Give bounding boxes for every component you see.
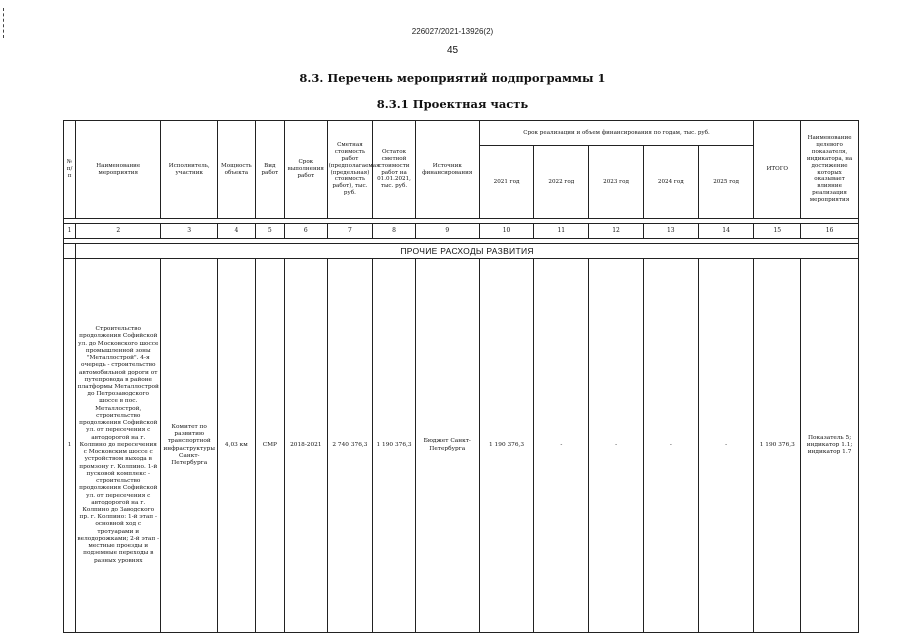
col-header-2022: 2022 год [534,146,589,219]
page-number: 45 [446,45,459,56]
col-header-total: ИТОГО [754,121,801,219]
col-number: 3 [161,224,218,239]
row-name: Строительство продолжения Софийской ул. до Московского шоссе промышленной зоны "Металлострой". 4-я очередь - строительство автомобильной дороги от путепровода в районе платформы Металлострой до Петрозаводского шоссе в пос. Металлострой, строительство продолжения Софийской ул. от пересечения с автодорогой на г. Колпино до пересечения с Московским шоссе с устройством выхода в промзону г. Колпино. 1-й пусковой комплекс - строительство продолжения Софийской ул. от пересечения с автодорогой на г. Колпино до Заводского пр. г. Колпино: 1-й этап - основной ход с тротуарами и велодорожками; 2-й этап - местные проезды и подземные переходы в разных уровнях [76,259,161,633]
section-blank-cell [64,244,76,259]
col-number: 11 [534,224,589,239]
col-number: 7 [327,224,373,239]
row-remaining: 1 190 376,3 [373,259,416,633]
row-indicator: Показатель 5; индикатор 1.1; индикатор 1.7 [801,259,859,633]
col-header-source: Источник финансирования [415,121,479,219]
col-number: 6 [285,224,328,239]
row-2025: - [698,259,754,633]
section-title: 8.3. Перечень мероприятий подпрограммы 1 [299,71,606,85]
measures-table [63,120,859,633]
row-2024: - [643,259,698,633]
row-2023: - [589,259,644,633]
col-header-2024: 2024 год [643,146,698,219]
col-header-period: Срок выполнения работ [285,121,328,219]
row-estimated-cost: 2 740 376,3 [327,259,373,633]
row-source: Бюджет Санкт-Петербурга [415,259,479,633]
col-number: 15 [754,224,801,239]
col-header-executor: Исполнитель, участник [161,121,218,219]
row-executor: Комитет по развитию транспортной инфраструктуры Санкт-Петербурга [161,259,218,633]
col-number: 9 [415,224,479,239]
col-header-name: Наименование мероприятия [76,121,161,219]
col-header-capacity: Мощность объекта [218,121,256,219]
col-header-remaining: Остаток сметной стоимости работ на 01.01.2021, тыс. руб. [373,121,416,219]
col-number: 1 [64,224,76,239]
col-header-2023: 2023 год [589,146,644,219]
col-number: 16 [801,224,859,239]
row-2022: - [534,259,589,633]
col-number: 14 [698,224,754,239]
col-number: 8 [373,224,416,239]
subsection-title: 8.3.1 Проектная часть [376,97,529,111]
col-header-2021: 2021 год [479,146,534,219]
row-period: 2018-2021 [285,259,328,633]
col-number: 2 [76,224,161,239]
col-number: 4 [218,224,256,239]
col-number: 12 [589,224,644,239]
col-number: 10 [479,224,534,239]
row-total: 1 190 376,3 [754,259,801,633]
col-header-funding-group: Срок реализации и объем финансирования по годам, тыс. руб. [479,121,754,146]
table-row [64,259,859,633]
col-header-2025: 2025 год [698,146,754,219]
col-header-indicator: Наименование целевого показателя, индикатора, на достижение которых оказывает влияние реализация мероприятия [801,121,859,219]
document-id: 226027/2021-13926(2) [411,27,494,36]
col-number: 5 [255,224,284,239]
col-number: 13 [643,224,698,239]
row-num: 1 [64,259,76,633]
section-heading: ПРОЧИЕ РАСХОДЫ РАЗВИТИЯ [76,244,859,259]
col-header-num: № п/п [64,121,76,219]
row-work-type: СМР [255,259,284,633]
col-header-work-type: Вид работ [255,121,284,219]
row-2021: 1 190 376,3 [479,259,534,633]
col-header-estimated-cost: Сметная стоимость работ (предполагаемая (предельная) стоимость работ), тыс. руб. [327,121,373,219]
row-capacity: 4,03 км [218,259,256,633]
